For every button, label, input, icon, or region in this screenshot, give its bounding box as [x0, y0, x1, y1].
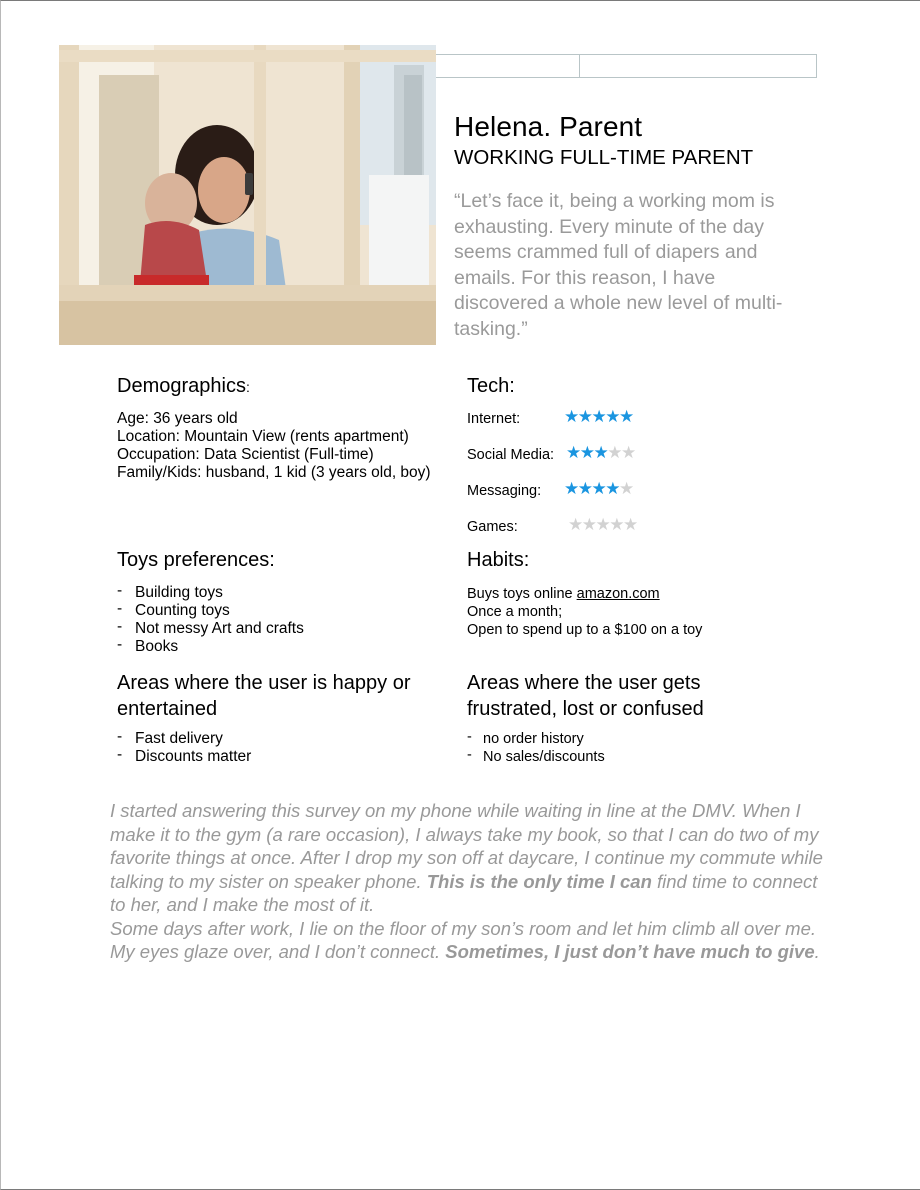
star-filled-icon: ★: [577, 407, 592, 426]
story-text: .: [814, 941, 820, 962]
rating-stars-internet: [564, 407, 633, 427]
star-filled-icon: ★: [591, 479, 606, 498]
star-empty-icon: ★: [623, 515, 637, 534]
tech-label: Social Media:: [467, 447, 555, 463]
persona-story: [110, 799, 830, 964]
demographics-list: [117, 410, 431, 482]
list-item: - Counting toys: [117, 602, 304, 620]
demographics-line: Age: 36 years old: [117, 410, 238, 427]
demographics-heading: [117, 375, 250, 398]
habits-line: Once a month;: [467, 604, 563, 620]
star-filled-icon: ★: [564, 479, 578, 498]
persona-photo: [59, 45, 436, 345]
star-empty-icon: ★: [609, 515, 623, 534]
star-empty-icon: ★: [607, 443, 621, 462]
tech-item-games: [467, 519, 518, 535]
persona-quote: “Let’s face it, being a working mom is exhausting. Every minute of the day seems crammed full of diapers and emails. For this reason, I have discovered a whole new level of multi-tasking.”: [454, 190, 783, 340]
story-text: I started answering this survey on my phone while waiting in line at the DMV. When I make it to the gym (a rare occasion), I always take my book, so that I can do two of my favorite things at once. After I drop my son off at daycare, I continue my commute while talking to my sister on speaker phone.: [110, 800, 823, 892]
rating-stars-games: [568, 515, 637, 535]
star-filled-icon: ★: [619, 407, 633, 426]
rating-stars-messaging: [564, 479, 633, 499]
rating-stars-social-media: [566, 443, 635, 463]
tech-label: Internet:: [467, 411, 521, 427]
star-filled-icon: ★: [593, 443, 608, 462]
star-empty-icon: ★: [595, 515, 610, 534]
tech-heading: Tech:: [467, 375, 515, 397]
persona-role: WORKING FULL-TIME PARENT: [454, 146, 754, 169]
list-item: - no order history: [467, 730, 605, 748]
habits-heading: Habits:: [467, 549, 530, 571]
tech-label: Messaging:: [467, 483, 542, 499]
header-tab-box: [436, 55, 580, 77]
demographics-heading-text: Demographics: [117, 375, 246, 397]
habits-text-prefix: Buys toys online: [467, 586, 577, 602]
frustrated-list: [467, 730, 605, 766]
star-empty-icon: ★: [581, 515, 596, 534]
star-filled-icon: ★: [577, 479, 592, 498]
happy-heading: Areas where the user is happy or entertained: [117, 672, 411, 720]
list-item: - No sales/discounts: [467, 748, 605, 766]
list-item: - Building toys: [117, 584, 304, 602]
star-filled-icon: ★: [566, 443, 580, 462]
happy-list: [117, 730, 251, 766]
star-filled-icon: ★: [605, 407, 619, 426]
star-empty-icon: ★: [568, 515, 582, 534]
list-item: - Discounts matter: [117, 748, 251, 766]
toys-list: [117, 584, 304, 656]
star-filled-icon: ★: [579, 443, 594, 462]
demographics-heading-colon: :: [245, 379, 250, 395]
tech-item-internet: [467, 411, 520, 427]
list-item: - Not messy Art and crafts: [117, 620, 304, 638]
tech-item-messaging: [467, 483, 541, 499]
header-tab-box: [580, 55, 816, 77]
list-item: - Fast delivery: [117, 730, 251, 748]
star-filled-icon: ★: [564, 407, 578, 426]
story-text: find time to connect to her, and I make the most of it.: [110, 870, 818, 915]
star-filled-icon: ★: [605, 479, 619, 498]
demographics-line: Location: Mountain View (rents apartment): [117, 428, 409, 445]
story-emphasis: This is the only time I can: [426, 870, 652, 892]
list-item: - Books: [117, 638, 304, 656]
tech-label: Games:: [467, 519, 518, 535]
persona-name: Helena. Parent: [454, 111, 643, 142]
header-tabs: [436, 54, 817, 78]
story-text: Some days after work, I lie on the floor of my son’s room and let him climb all over me. My eyes glaze over, and I don’t connect.: [110, 917, 817, 962]
habits-line: Open to spend up to a $100 on a toy: [467, 622, 703, 638]
demographics-line: Occupation: Data Scientist (Full-time): [117, 446, 374, 463]
habits-text: [467, 585, 702, 639]
tech-item-social-media: [467, 447, 554, 463]
toys-heading: Toys preferences:: [117, 549, 275, 571]
star-empty-icon: ★: [621, 443, 635, 462]
frustrated-heading: Areas where the user gets frustrated, lost or confused: [467, 672, 704, 720]
story-emphasis: Sometimes, I just don’t have much to give: [445, 941, 815, 962]
habits-line: [467, 585, 702, 603]
star-filled-icon: ★: [591, 407, 606, 426]
amazon-link[interactable]: amazon.com: [576, 586, 660, 602]
star-empty-icon: ★: [619, 479, 633, 498]
demographics-line: Family/Kids: husband, 1 kid (3 years old, boy): [117, 464, 431, 481]
